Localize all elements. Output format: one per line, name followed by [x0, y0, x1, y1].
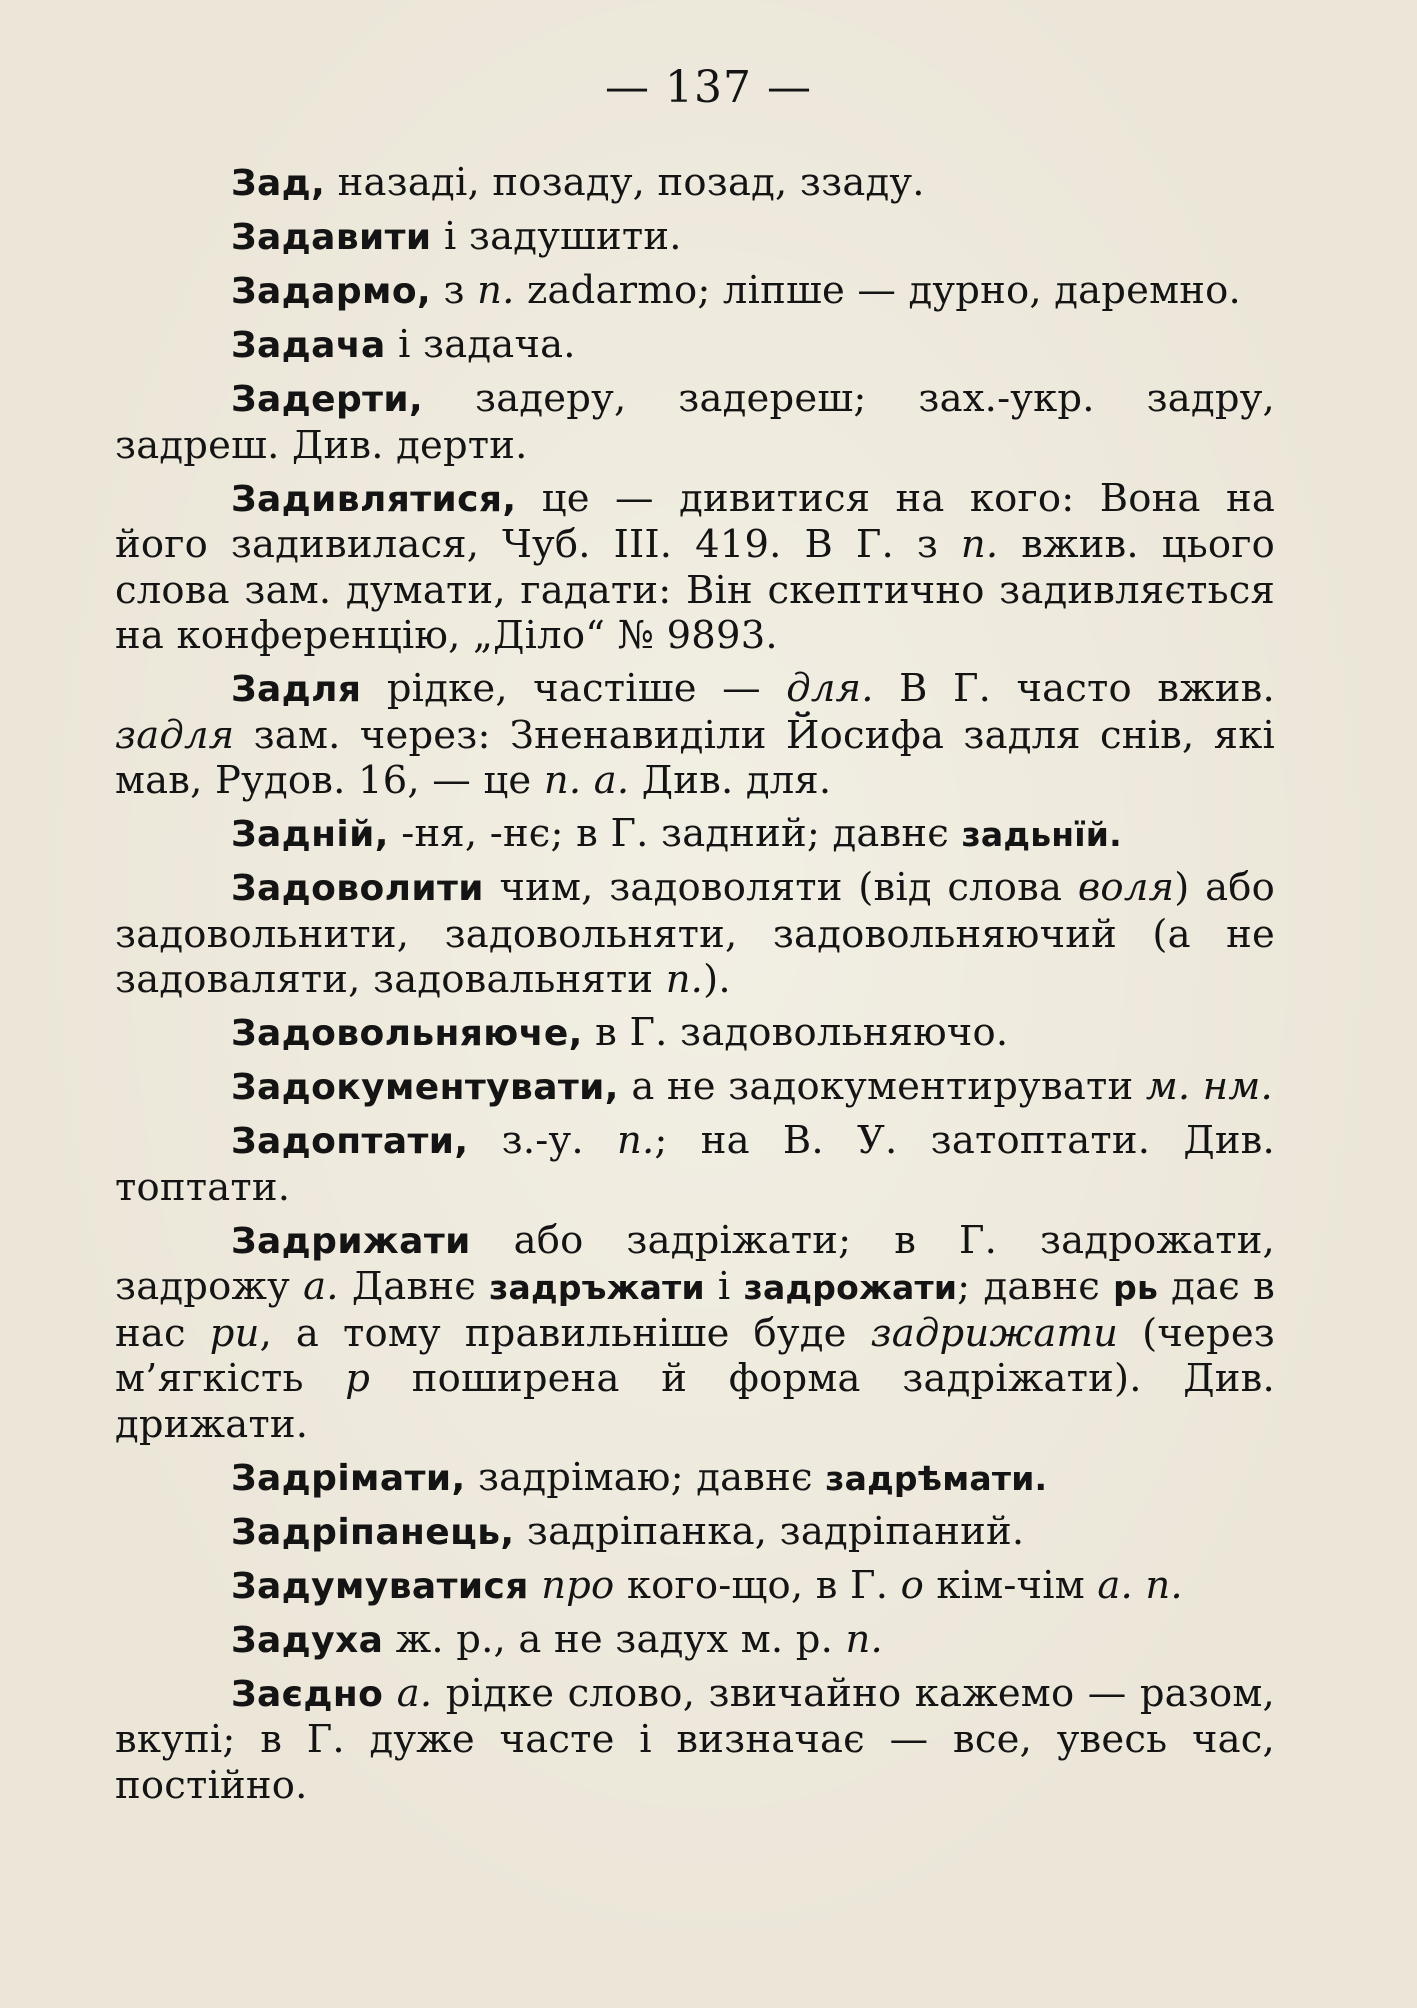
entry-text: Див. для. — [629, 758, 832, 803]
dictionary-entry — [115, 1617, 1275, 1664]
entry-text: -ня, -нє; в Г. задний; давнє — [388, 811, 962, 856]
entry-old-form-text: задьнїй. — [961, 815, 1122, 854]
entry-text: і задушити. — [431, 214, 682, 259]
entry-italic-text: а. — [303, 1264, 339, 1309]
dictionary-entry — [115, 160, 1275, 207]
entry-text: ; на В. У. затоптати. Див. топтати. — [115, 1118, 1275, 1210]
dictionary-entry — [115, 268, 1275, 315]
entry-italic-text: про — [541, 1562, 615, 1608]
dictionary-entry — [115, 214, 1275, 261]
entry-text: це — дивитися на кого: Вона на його задивилася, Чуб. III. 419. В Г. з — [115, 475, 1275, 567]
entry-headword: Задокументувати, — [231, 1067, 619, 1108]
entry-headword: Задармо, — [231, 271, 432, 312]
entry-italic-text: а. — [396, 1670, 433, 1716]
entry-headword: Заєдно — [231, 1673, 384, 1715]
entry-headword: Задоптати, — [231, 1121, 469, 1162]
entry-text: з.-у. — [468, 1118, 617, 1163]
dictionary-entry — [115, 666, 1275, 804]
entry-text: рідке слово, звичайно кажемо — разом, вкупі; в Г. дуже часте і визначає — все, увесь час, постійно. — [115, 1670, 1275, 1808]
entry-text: або задріжати; в Г. задрожати, задрожу — [115, 1217, 1275, 1309]
entry-italic-text: р — [345, 1356, 371, 1401]
entry-italic-text: а. п. — [1097, 1562, 1183, 1608]
dictionary-entry — [115, 476, 1275, 659]
entry-old-form-text: задрожати — [743, 1268, 958, 1307]
entry-italic-text: п. а. — [543, 758, 630, 803]
entry-headword: Задля — [231, 669, 362, 710]
entry-text: задрімаю; давнє — [465, 1454, 826, 1500]
entry-italic-text: п. — [665, 957, 704, 1002]
dictionary-entry — [115, 1563, 1275, 1610]
dictionary-entry — [115, 1509, 1275, 1556]
entry-headword: Зад, — [231, 163, 326, 204]
entry-text: ж. р., а не задух м. р. — [383, 1616, 846, 1662]
entry-text: Давнє — [338, 1264, 490, 1309]
entry-headword: Задача — [231, 325, 386, 366]
entry-italic-text: задля — [115, 712, 235, 758]
entry-text: і — [704, 1264, 744, 1309]
page-number: — 137 — — [605, 62, 812, 113]
entry-text: задеру, задереш; зах.-укр. задру, задреш. Див. дерти. — [115, 376, 1275, 468]
dictionary-entry — [115, 1064, 1275, 1111]
entry-old-form-text: задрѣмати. — [825, 1458, 1048, 1498]
entry-italic-text: задрижати — [870, 1310, 1119, 1356]
entry-text: зам. через: Зненавиділи Йосифа задля снів, які мав, Рудов. 16, — це — [115, 712, 1275, 803]
dictionary-entry — [115, 322, 1275, 369]
entry-text: , а тому правильніше буде — [259, 1310, 871, 1356]
entry-text — [529, 1563, 541, 1608]
dictionary-entry — [115, 1218, 1275, 1448]
entry-text: чим, задоволяти (від слова — [483, 865, 1078, 910]
entry-italic-text: воля — [1077, 865, 1175, 910]
entry-headword: Задній, — [231, 814, 389, 855]
entry-text: поширена й форма задріжати). Див. дрижати. — [115, 1356, 1275, 1447]
dictionary-entry — [115, 1455, 1275, 1502]
entry-old-form-text: рь — [1113, 1268, 1159, 1307]
entry-headword: Задумуватися — [231, 1565, 529, 1607]
dictionary-entry — [115, 1010, 1275, 1057]
entry-text: вжив. цього слова зам. думати, гадати: Він скептично задивляється на конференцію, „Діло“ № 9893. — [115, 522, 1275, 658]
entry-text: ; давнє — [957, 1264, 1114, 1309]
entry-headword: Задивлятися, — [231, 478, 517, 520]
entry-text: ). — [703, 957, 731, 1002]
entry-text: (через м’ягкість — [115, 1310, 1276, 1401]
entry-headword: Задріпанець, — [231, 1511, 515, 1553]
entry-text: назаді, позаду, позад, ззаду. — [325, 160, 925, 205]
entry-headword: Задовольняюче, — [231, 1013, 583, 1054]
dictionary-entry — [115, 811, 1275, 858]
entry-italic-text: п. — [616, 1118, 655, 1163]
entry-text: кого-що, в Г. — [614, 1562, 901, 1608]
dictionary-entry — [115, 376, 1275, 468]
entry-italic-text: м. нм. — [1145, 1064, 1273, 1109]
entry-text: ) або задовольнити, задовольняти, задовольняючий (а не задоваляти, задовальняти — [115, 865, 1275, 1002]
entry-headword: Задерти, — [231, 379, 424, 420]
entry-italic-text: п. — [845, 1616, 883, 1662]
entry-headword: Задоволити — [231, 868, 484, 909]
entry-text: з — [431, 268, 478, 313]
entry-italic-text: ри — [209, 1310, 260, 1356]
entry-text: дає в нас — [115, 1264, 1276, 1356]
entry-text: і задача. — [385, 322, 576, 367]
entry-headword: Задрімати, — [231, 1457, 466, 1499]
entry-italic-text: п. — [960, 522, 999, 567]
entry-text: а не задокументирувати — [618, 1064, 1146, 1109]
entry-text: задріпанка, задріпаний. — [514, 1508, 1025, 1554]
entry-text: рідке, частіше — — [361, 666, 787, 711]
entry-italic-text: п. — [477, 268, 515, 313]
entry-italic-text: о — [900, 1562, 924, 1608]
entry-italic-text: для. — [786, 666, 874, 711]
entry-text: кім-чім — [923, 1562, 1098, 1608]
entry-text: в Г. задовольняючо. — [582, 1010, 1009, 1055]
entry-text: В Г. часто вжив. — [873, 666, 1275, 711]
entry-text: zadarmo; ліпше — дурно, даремно. — [514, 268, 1241, 313]
dictionary-entries — [115, 160, 1275, 1816]
dictionary-entry — [115, 1118, 1275, 1210]
dictionary-entry — [115, 865, 1275, 1003]
entry-headword: Задавити — [231, 217, 432, 258]
entry-headword: Задуха — [231, 1619, 384, 1661]
entry-old-form-text: задръжати — [489, 1268, 705, 1307]
dictionary-entry — [115, 1671, 1275, 1809]
entry-text — [383, 1671, 396, 1716]
entry-headword: Задрижати — [231, 1220, 471, 1262]
